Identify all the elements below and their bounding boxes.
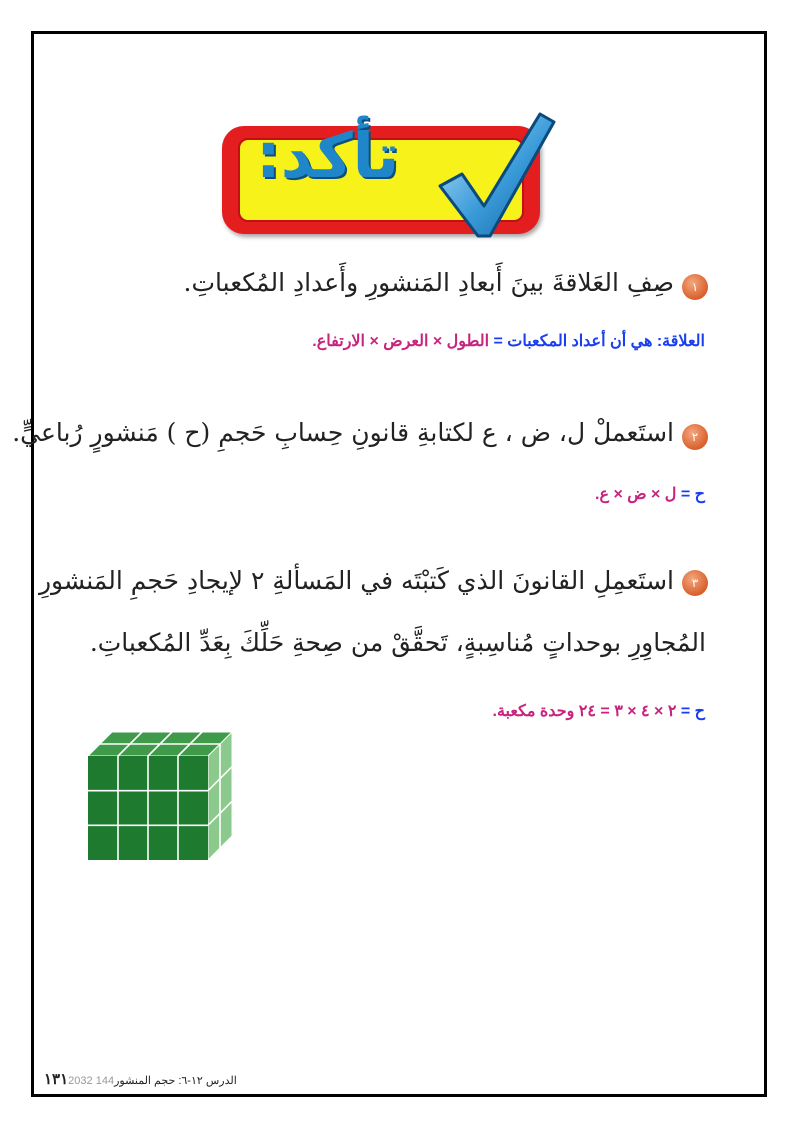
question-1-text: صِفِ العَلاقةَ بينَ أَبعادِ المَنشورِ وأَعدادِ المُكعباتِ. xyxy=(183,268,674,297)
question-3-line2: المُجاوِرِ بوحداتٍ مُناسِبةٍ، تَحقَّقْ من صِحةِ حَلِّكَ بِعَدِّ المُكعباتِ. xyxy=(89,628,706,657)
rectangular-prism-figure xyxy=(84,730,234,860)
answer-1-part1: العلاقة: هي أن أعداد المكعبات = xyxy=(489,333,705,350)
footer-topic: حجم المنشور xyxy=(114,1075,176,1087)
answer-1-part2: الطول × العرض × الارتفاع. xyxy=(312,333,490,350)
banner-title: تأكد: xyxy=(256,119,400,192)
answer-2-part1: ح = xyxy=(676,486,705,503)
checkmark-icon xyxy=(428,108,558,242)
footer-year: 2032 xyxy=(68,1075,93,1087)
footer-lesson: الدرس ١٢-٦: xyxy=(178,1075,237,1087)
answer-3-part2: ٢ × ٤ × ٣ = ٢٤ وحدة مكعبة. xyxy=(492,703,677,720)
page-number: ١٣١ xyxy=(44,1071,69,1088)
question-number-badge: ١ xyxy=(682,274,708,300)
title-banner xyxy=(218,112,550,240)
question-2-text: استَعملْ ل، ض ، ع لكتابةِ قانونِ حِسابِ حَجمِ (ح ) مَنشورٍ رُباعيٍّ. xyxy=(12,418,674,447)
answer-3-part1: ح = xyxy=(676,703,705,720)
question-number-badge: ٣ xyxy=(682,570,708,596)
answer-3 xyxy=(493,701,706,721)
page-footer xyxy=(44,1070,237,1088)
answer-1 xyxy=(312,331,705,351)
answer-2 xyxy=(595,484,705,504)
footer-faded-number: 144 xyxy=(95,1075,115,1087)
question-number-badge: ٢ xyxy=(682,424,708,450)
question-3-line1: استَعمِلِ القانونَ الذي كَتبْتَه في المَسألةِ ٢ لإيجادِ حَجمِ المَنشورِ xyxy=(38,566,674,595)
answer-2-part2: ل × ض × ع. xyxy=(595,486,677,503)
